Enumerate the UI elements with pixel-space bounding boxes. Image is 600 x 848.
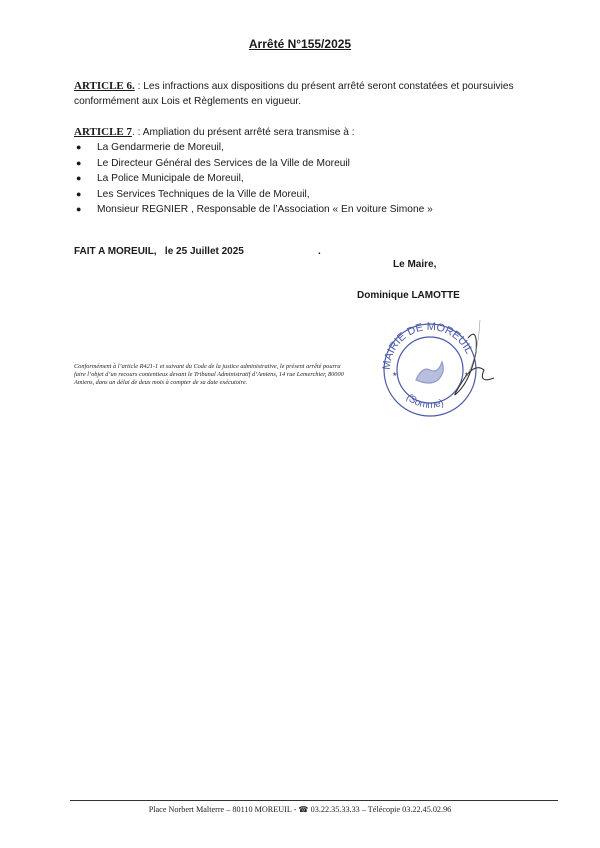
list-item: ● Monsieur REGNIER , Responsable de l’Association « En voiture Simone »: [74, 202, 554, 218]
mayor-stamp: [368, 318, 508, 418]
bullet-icon: ●: [76, 173, 82, 183]
page-title: Arrêté N°155/2025: [248, 37, 352, 51]
article-7-label: ARTICLE 7: [74, 126, 132, 138]
stamp-bottom-text: (Somme): [403, 392, 446, 412]
list-item: ● Le Directeur Général des Services de la Ville de Moreuil: [74, 156, 554, 172]
place-date-dot: .: [318, 246, 321, 257]
recipient-list: [74, 140, 554, 218]
article-6: [74, 79, 544, 109]
article-7: [74, 125, 544, 140]
legal-notice: Conformément à l’article R421-1 et suivant du Code de la justice administrative, le présent arrêté pourra faire l’objet d’un recours contentieux devant le Tribunal Administratif d’Amiens, 14 rue Lemerchier, 80000 Amiens, dans un délai de deux mois à compter de sa date exécutoire.: [74, 363, 344, 387]
article-7-text: . : Ampliation du présent arrêté sera transmise à :: [132, 127, 355, 138]
bullet-icon: ●: [76, 157, 82, 168]
stamp-top-text: MAIRIE DE MOREUIL: [380, 320, 475, 371]
svg-text:★: ★: [464, 372, 470, 378]
article-6-text: : Les infractions aux dispositions du présent arrêté seront constatées et poursuivies conformément aux Lois et Règlements en vigueur.: [74, 81, 514, 107]
svg-text:★: ★: [392, 372, 398, 378]
place-date: FAIT A MOREUIL, le 25 Juillet 2025: [74, 246, 244, 257]
list-item: ● La Gendarmerie de Moreuil,: [74, 140, 554, 156]
footer-address: Place Norbert Malterre – 80110 MOREUIL - ☎ 03.22.35.33.33 – Télécopie 03.22.45.02.96: [148, 805, 452, 814]
bullet-icon: ●: [76, 142, 82, 152]
article-6-label: ARTICLE 6.: [74, 80, 135, 92]
bullet-icon: ●: [76, 188, 82, 199]
list-item: ● Les Services Techniques de la Ville de Moreuil,: [74, 187, 554, 203]
signatory-name: Dominique LAMOTTE: [357, 290, 460, 301]
signatory-title: Le Maire,: [393, 259, 437, 270]
bullet-icon: ●: [76, 204, 82, 214]
list-item: ● La Police Municipale de Moreuil,: [74, 171, 554, 187]
footer-divider: [70, 800, 558, 801]
